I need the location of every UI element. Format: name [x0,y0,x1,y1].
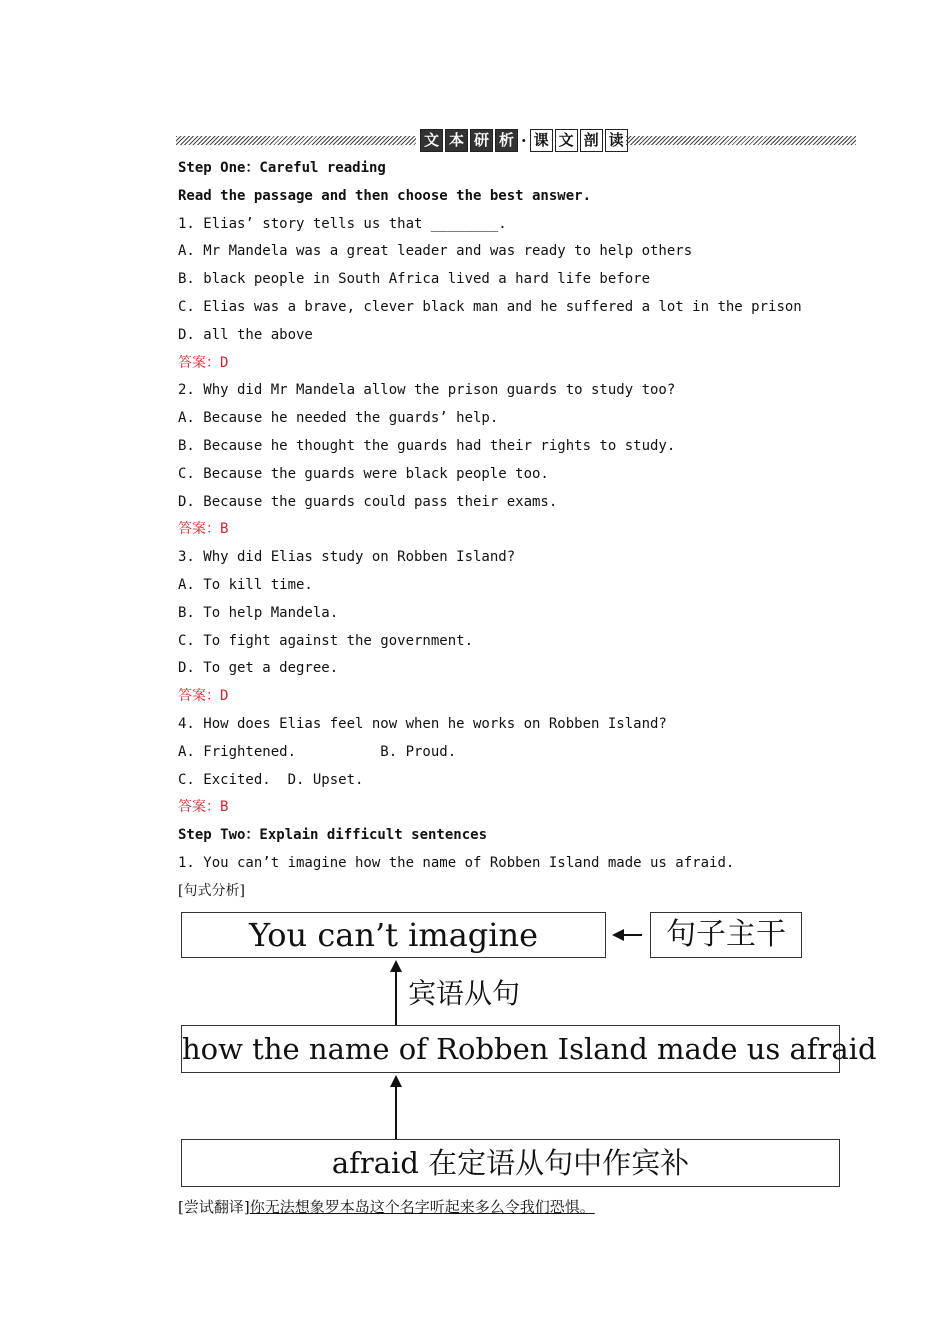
text-line: 1. You can’t imagine how the name of Robben Island made us afraid. [178,855,735,871]
heading-line: Step One：Careful reading [178,160,386,176]
text-line: C. To fight against the government. [178,632,474,649]
section-banner [176,128,856,152]
text-line: D. Because the guards could pass their exams. [178,493,558,510]
answer-line: 答案：D [178,688,229,705]
banner-char: 文 [555,129,578,152]
arrow-up-icon [395,1085,397,1139]
text-line: 1. Elias’ story tells us that ________. [178,215,507,232]
answer-line: 答案：B [178,799,229,816]
translation-line [178,1196,595,1217]
banner-char: 文 [420,129,443,152]
main-label-text: 句子主干 [666,917,786,952]
text-line: B. black people in South Africa lived a hard life before [178,271,651,288]
banner-hatch-left [176,136,416,145]
banner-char: 析 [495,129,518,152]
banner-title [420,128,630,152]
complement-note-text: afraid 在定语从句中作宾补 [331,1146,690,1180]
text-line: 3. Why did Elias study on Robben Island? [178,549,516,566]
banner-char: 剖 [580,129,603,152]
text-line: C. Because the guards were black people too. [178,465,549,482]
text-line: D. all the above [178,326,313,343]
object-clause-label: 宾语从句 [408,977,521,1010]
heading-line: Step Two：Explain difficult sentences [178,827,488,844]
main-label-box [650,912,802,958]
text-line: C. Elias was a brave, clever black man and he suffered a lot in the prison [178,299,802,315]
object-clause-text: how the name of Robben Island made us afraid [182,1032,877,1066]
text-line: D. To get a degree. [178,660,339,677]
text-line: A. Mr Mandela was a great leader and was ready to help others [178,243,693,260]
banner-separator: · [521,130,527,150]
banner-char: 读 [605,129,628,152]
text-line: B. To help Mandela. [178,604,339,621]
complement-note-box [181,1139,840,1187]
text-line: 4. How does Elias feel now when he works on Robben Island? [178,716,667,732]
text-line: C. Excited. D. Upset. [178,771,364,788]
banner-hatch-right [626,136,856,145]
banner-char: 本 [445,129,468,152]
text-line: A. Because he needed the guards’ help. [178,410,499,427]
banner-char: 研 [470,129,493,152]
answer-line: 答案：D [178,354,229,371]
text-line: A. Frightened. B. Proud. [178,743,457,760]
text-line: [句式分析] [178,882,245,899]
banner-char: 课 [530,129,553,152]
main-clause-box [181,912,606,958]
text-line: 2. Why did Mr Mandela allow the prison guards to study too? [178,382,676,399]
heading-line: Read the passage and then choose the best answer. [178,187,592,204]
answer-line: 答案：B [178,521,229,538]
main-clause-text: You can’t imagine [248,916,539,954]
translation-text: 你无法想象罗本岛这个名字听起来多么令我们恐惧。 [249,1198,595,1216]
arrow-left-icon [622,934,642,936]
text-line: A. To kill time. [178,577,313,593]
object-clause-box [181,1025,877,1073]
text-line: B. Because he thought the guards had their rights to study. [178,438,676,454]
translation-label: [尝试翻译] [178,1198,250,1216]
arrow-up-icon [395,970,397,1025]
